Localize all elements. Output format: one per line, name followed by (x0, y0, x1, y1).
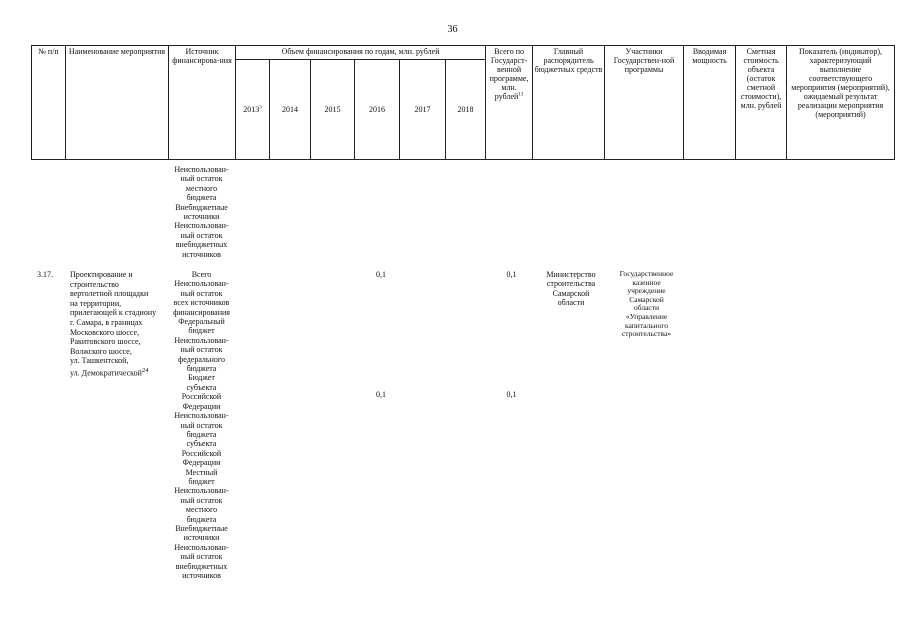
row-3-17-2016-regional: 0,1 (376, 390, 386, 399)
activity-name-line: г. Самара, в границах (70, 317, 143, 327)
row-3-17-program-total: 0,1 (506, 270, 517, 279)
activity-name-line: ул. Демократической$^{24}$ (70, 366, 149, 378)
participant-line: «Управление (625, 311, 668, 321)
source-line: ный остаток (180, 552, 223, 562)
source-line: Внебюджетные (175, 523, 228, 533)
continuation-source-list (168, 165, 235, 259)
activity-name-line: на территории, (70, 298, 122, 308)
source-line: Неиспользован- (174, 486, 229, 496)
header-admin: Главный распорядитель бюджетных средств (533, 46, 605, 160)
source-line: внебюджетных (175, 561, 228, 571)
participant-line: учреждение (627, 286, 666, 296)
source-line: внебюджетных (175, 240, 228, 250)
source-line: бюджета (186, 364, 217, 374)
source-line: ный остаток (180, 288, 223, 298)
source-line: ный остаток (180, 230, 223, 240)
source-line: Неиспользован- (174, 542, 229, 552)
source-line: бюджета (186, 429, 217, 439)
header-participants: Участники Государствен-ной программы (605, 46, 684, 160)
row-3-17-participants (607, 270, 686, 339)
header-year-2014: 2014 (270, 60, 311, 160)
participant-line: Государственное (619, 269, 674, 278)
source-line: Российской (181, 448, 222, 458)
participant-line: казенное (632, 277, 661, 287)
source-line: Российской (181, 392, 222, 402)
source-line: Местный (185, 467, 218, 477)
source-line: ный остаток (180, 174, 223, 184)
source-line: бюджет (188, 476, 215, 486)
financing-table (31, 45, 895, 160)
administrator-line: Самарской (552, 288, 590, 298)
participant-line: Самарской (629, 294, 664, 304)
header-year-2016: 2016 (355, 60, 400, 160)
activity-name-line: прилегающей к стадиону (70, 308, 157, 318)
source-line: Неиспользован- (174, 411, 229, 421)
participant-line: области (633, 303, 660, 313)
source-line: Неиспользован- (174, 165, 229, 174)
header-funding: Объем финансирования по годам, млн. рублей (236, 46, 486, 60)
financing-table-sheet (31, 45, 894, 160)
source-line: федерального (178, 354, 225, 364)
source-line: субъекта (186, 382, 217, 392)
row-3-17-program-regional: 0,1 (506, 390, 517, 399)
source-line: источников (182, 571, 221, 580)
header-indicator: Показатель (индикатор), характеризующий выполнение соответствующего мероприятия (мероприятий), ожидаемый результат реализации мероприятия (мероприятий) (787, 46, 895, 160)
source-line: всех источников (173, 298, 230, 308)
header-year-2018: 2018 (446, 60, 486, 160)
page-number: 36 (447, 24, 458, 35)
activity-name-line: Московского шоссе, (70, 327, 140, 337)
header-name: Наименование мероприятия (66, 46, 169, 160)
source-line: бюджета (186, 514, 217, 524)
administrator-line: области (557, 298, 585, 308)
row-3-17-budget-administrator (535, 270, 607, 308)
source-line: ный остаток (180, 420, 223, 430)
source-line: ный остаток (180, 495, 223, 505)
source-line: источники (183, 533, 220, 543)
administrator-line: Министерство (546, 270, 596, 279)
source-line: бюджет (188, 326, 215, 336)
source-line: Всего (191, 270, 212, 279)
header-estimate: Сметная стоимость объекта (остаток сметной стоимости), млн. рублей (736, 46, 787, 160)
row-3-17-source-list (168, 270, 235, 580)
header-total: Всего по Государст-венной программе, млн. рублей$^{13}$ (486, 46, 533, 160)
activity-name-line: ул. Ташкентской, (70, 356, 129, 366)
source-line: местного (185, 183, 218, 193)
row-3-17-number: 3.17. (37, 270, 53, 279)
source-line: Федерации (182, 401, 221, 411)
activity-name-line: строительство (70, 279, 119, 289)
activity-name-line: Проектирование и (70, 270, 133, 279)
source-line: финансирования (173, 307, 230, 317)
source-line: источников (182, 249, 221, 259)
header-year-2015: 2015 (311, 60, 355, 160)
footnote-marker: 24 (141, 366, 149, 374)
header-source: Источник финансирова-ния (169, 46, 236, 160)
source-line: субъекта (186, 439, 217, 449)
administrator-line: строительства (546, 279, 596, 289)
row-3-17-2016-total: 0,1 (376, 270, 386, 279)
activity-name-line: Волжского шоссе, (70, 346, 132, 356)
participant-line: строительства» (621, 329, 672, 339)
source-line: источники (183, 212, 220, 222)
header-num: № п/п (32, 46, 66, 160)
header-year-2017: 2017 (400, 60, 446, 160)
source-line: Внебюджетные (175, 202, 228, 212)
source-line: Неиспользован- (174, 335, 229, 345)
source-line: бюджета (186, 193, 217, 203)
source-line: ный остаток (180, 345, 223, 355)
source-line: Федеральный (178, 317, 225, 327)
source-line: Неиспользован- (174, 279, 229, 289)
header-year-2013: 2013$^3$ (236, 60, 270, 160)
source-line: Неиспользован- (174, 221, 229, 231)
source-line: Бюджет (188, 373, 215, 383)
activity-name-line: вертолетной площадки (70, 289, 149, 299)
source-line: местного (185, 505, 218, 515)
participant-line: капитального (624, 320, 669, 330)
header-capacity: Вводимая мощность (684, 46, 736, 160)
source-line: Федерации (182, 458, 221, 468)
activity-name-line: Ракитовского шоссе, (70, 337, 141, 347)
